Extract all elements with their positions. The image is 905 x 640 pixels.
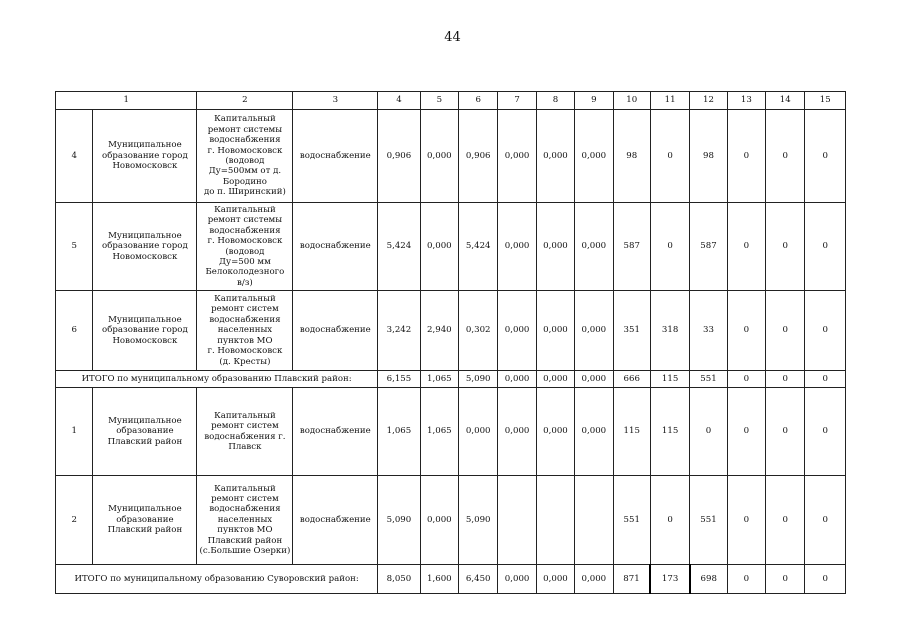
value-cell: 0,000: [498, 388, 536, 476]
total-value: 0,000: [536, 565, 574, 594]
value-cell: 0,000: [575, 291, 613, 371]
value-cell: 0,000: [575, 203, 613, 291]
value-cell: 0,000: [536, 110, 574, 203]
municipality-cell: Муниципальное образование город Новомосковск: [93, 291, 197, 371]
value-cell: 0: [727, 388, 765, 476]
value-cell: 0,000: [498, 203, 536, 291]
value-cell: 0: [650, 476, 689, 565]
type-cell: водоснабжение: [293, 388, 378, 476]
header-cell: 5: [420, 92, 458, 110]
project-cell: Капитальный ремонт систем водоснабжения г. Плавск: [197, 388, 293, 476]
header-row: [56, 92, 846, 110]
project-cell: Капитальный ремонт системы водоснабжения г. Новомосковск (водовод Ду=500 мм Белоколодезного в/з): [197, 203, 293, 291]
value-cell: 1,065: [378, 388, 420, 476]
table-row: [56, 110, 846, 203]
value-cell: 115: [650, 388, 689, 476]
value-cell: 0: [727, 203, 765, 291]
value-cell: 0,000: [575, 110, 613, 203]
header-cell: 8: [536, 92, 574, 110]
total-value: 0,000: [536, 371, 574, 388]
municipality-cell: Муниципальное образование город Новомосковск: [93, 110, 197, 203]
total-value: 0: [766, 371, 805, 388]
type-cell: водоснабжение: [293, 476, 378, 565]
value-cell: 0,000: [498, 291, 536, 371]
value-cell: 0,000: [420, 476, 458, 565]
page-number: 44: [444, 30, 461, 45]
value-cell: 0: [805, 110, 846, 203]
value-cell: 0: [805, 476, 846, 565]
value-cell: 0: [805, 388, 846, 476]
value-cell: 551: [690, 476, 727, 565]
header-cell: 15: [805, 92, 846, 110]
value-cell: 0: [805, 291, 846, 371]
project-cell: Капитальный ремонт систем водоснабжения населенных пунктов МО г. Новомосковск (д. Кресты): [197, 291, 293, 371]
value-cell: 3,242: [378, 291, 420, 371]
total-value: 698: [690, 565, 727, 594]
total-value: 0: [805, 565, 846, 594]
header-cell: 10: [613, 92, 650, 110]
value-cell: 0,906: [459, 110, 498, 203]
value-cell: 0: [766, 110, 805, 203]
total-value: 0: [727, 565, 765, 594]
value-cell: 0,302: [459, 291, 498, 371]
total-value: 0: [805, 371, 846, 388]
total-value: 0,000: [575, 371, 613, 388]
value-cell: 33: [690, 291, 727, 371]
header-cell: 3: [293, 92, 378, 110]
row-number: 5: [56, 203, 93, 291]
value-cell: [536, 476, 574, 565]
value-cell: 0,000: [536, 388, 574, 476]
value-cell: 1,065: [420, 388, 458, 476]
value-cell: [575, 476, 613, 565]
value-cell: 0: [727, 476, 765, 565]
municipality-cell: Муниципальное образование город Новомосковск: [93, 203, 197, 291]
table-row: [56, 388, 846, 476]
value-cell: 0,000: [536, 291, 574, 371]
value-cell: 0: [650, 110, 689, 203]
value-cell: 115: [613, 388, 650, 476]
value-cell: 2,940: [420, 291, 458, 371]
value-cell: 98: [613, 110, 650, 203]
value-cell: 0: [805, 203, 846, 291]
value-cell: 5,424: [378, 203, 420, 291]
header-cell: 1: [56, 92, 197, 110]
municipality-cell: Муниципальное образование Плавский район: [93, 388, 197, 476]
total-value: 0,000: [498, 565, 536, 594]
total-value: 0,000: [498, 371, 536, 388]
value-cell: 5,090: [378, 476, 420, 565]
value-cell: 318: [650, 291, 689, 371]
value-cell: 0: [766, 476, 805, 565]
row-number: 2: [56, 476, 93, 565]
value-cell: 5,424: [459, 203, 498, 291]
table-row: [56, 291, 846, 371]
table-row: [56, 203, 846, 291]
value-cell: 0: [727, 110, 765, 203]
value-cell: 0: [766, 203, 805, 291]
value-cell: 351: [613, 291, 650, 371]
header-cell: 11: [650, 92, 689, 110]
value-cell: 5,090: [459, 476, 498, 565]
type-cell: водоснабжение: [293, 291, 378, 371]
total-value: 6,450: [459, 565, 498, 594]
value-cell: 0,000: [498, 110, 536, 203]
municipality-cell: Муниципальное образование Плавский район: [93, 476, 197, 565]
value-cell: 551: [613, 476, 650, 565]
value-cell: 0: [727, 291, 765, 371]
data-table: [55, 91, 846, 594]
total-value: 6,155: [378, 371, 420, 388]
header-cell: 2: [197, 92, 293, 110]
value-cell: 0,906: [378, 110, 420, 203]
header-cell: 14: [766, 92, 805, 110]
row-number: 6: [56, 291, 93, 371]
total-label: ИТОГО по муниципальному образованию Суворовский район:: [56, 565, 378, 594]
type-cell: водоснабжение: [293, 203, 378, 291]
total-value: 8,050: [378, 565, 420, 594]
value-cell: 0: [650, 203, 689, 291]
value-cell: 0,000: [459, 388, 498, 476]
total-value: 1,600: [420, 565, 458, 594]
total-value: 0: [766, 565, 805, 594]
value-cell: 98: [690, 110, 727, 203]
header-cell: 4: [378, 92, 420, 110]
project-cell: Капитальный ремонт системы водоснабжения г. Новомосковск (водовод Ду=500мм от д. Бородино до п. Ширинский): [197, 110, 293, 203]
type-cell: водоснабжение: [293, 110, 378, 203]
total-value: 871: [613, 565, 650, 594]
value-cell: 0: [766, 291, 805, 371]
value-cell: 587: [613, 203, 650, 291]
total-row: [56, 565, 846, 594]
row-number: 1: [56, 388, 93, 476]
value-cell: 587: [690, 203, 727, 291]
header-cell: 7: [498, 92, 536, 110]
total-value: 551: [690, 371, 727, 388]
total-value: 0: [727, 371, 765, 388]
value-cell: 0,000: [420, 203, 458, 291]
value-cell: 0,000: [420, 110, 458, 203]
total-label: ИТОГО по муниципальному образованию Плавский район:: [56, 371, 378, 388]
total-value: 0,000: [575, 565, 613, 594]
value-cell: 0: [690, 388, 727, 476]
project-cell: Капитальный ремонт систем водоснабжения населенных пунктов МО Плавский район (с.Большие Озерки): [197, 476, 293, 565]
value-cell: [498, 476, 536, 565]
total-value: 1,065: [420, 371, 458, 388]
table-row: [56, 476, 846, 565]
total-value: 5,090: [459, 371, 498, 388]
total-row: [56, 371, 846, 388]
value-cell: 0,000: [536, 203, 574, 291]
header-cell: 9: [575, 92, 613, 110]
value-cell: 0: [766, 388, 805, 476]
row-number: 4: [56, 110, 93, 203]
total-value: 173: [650, 565, 689, 594]
total-value: 115: [650, 371, 689, 388]
header-cell: 12: [690, 92, 727, 110]
value-cell: 0,000: [575, 388, 613, 476]
total-value: 666: [613, 371, 650, 388]
header-cell: 6: [459, 92, 498, 110]
header-cell: 13: [727, 92, 765, 110]
